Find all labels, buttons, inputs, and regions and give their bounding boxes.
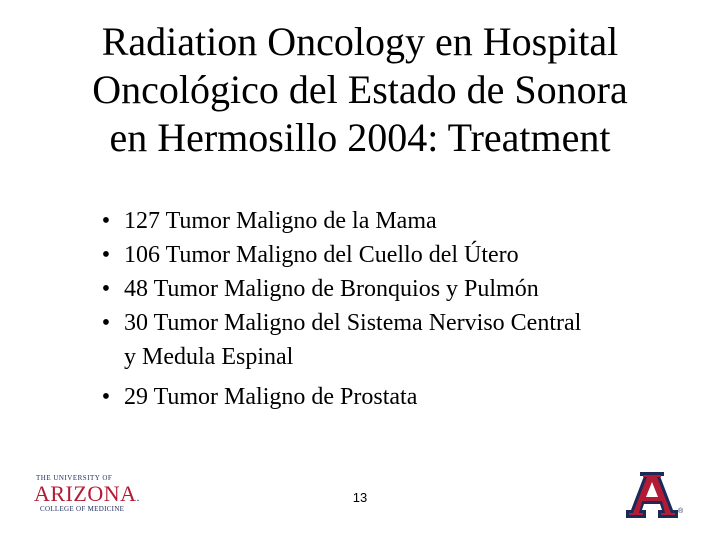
logo-college-line: COLLEGE OF MEDICINE bbox=[40, 505, 125, 513]
bullet-item bbox=[100, 380, 700, 414]
university-of-arizona-college-of-medicine-logo bbox=[28, 474, 140, 518]
bullet-text: 48 Tumor Maligno de Bronquios y Pulmón bbox=[124, 276, 539, 302]
slide-title bbox=[20, 18, 700, 162]
block-a-icon bbox=[622, 470, 682, 520]
bullet-text: 29 Tumor Maligno de Prostata bbox=[124, 384, 418, 410]
bullet-dot: • bbox=[101, 208, 111, 234]
bullet-text: 127 Tumor Maligno de la Mama bbox=[124, 208, 437, 234]
bullet-text: 30 Tumor Maligno del Sistema Nerviso Central bbox=[124, 310, 582, 336]
registered-mark: ® bbox=[678, 508, 684, 515]
bullet-item bbox=[100, 306, 700, 374]
arizona-block-a-logo bbox=[622, 470, 682, 520]
logo-arizona-wordmark: ARIZONA. bbox=[34, 481, 140, 506]
bullet-dot: • bbox=[101, 276, 111, 302]
bullet-item bbox=[100, 272, 700, 306]
logo-university-line: THE UNIVERSITY OF bbox=[36, 474, 113, 482]
bullet-text: 106 Tumor Maligno del Cuello del Útero bbox=[124, 242, 519, 268]
bullet-dot: • bbox=[101, 310, 111, 336]
page-number: 13 bbox=[352, 490, 368, 505]
title-line: Radiation Oncology en Hospital bbox=[101, 19, 619, 64]
bullet-item bbox=[100, 238, 700, 272]
bullet-text-continuation: y Medula Espinal bbox=[124, 344, 294, 370]
bullet-list bbox=[100, 204, 700, 414]
bullet-dot: • bbox=[101, 242, 111, 268]
title-line: Oncológico del Estado de Sonora bbox=[92, 67, 628, 112]
bullet-dot: • bbox=[101, 384, 111, 410]
bullet-item bbox=[100, 204, 700, 238]
title-line: en Hermosillo 2004: Treatment bbox=[109, 115, 611, 160]
